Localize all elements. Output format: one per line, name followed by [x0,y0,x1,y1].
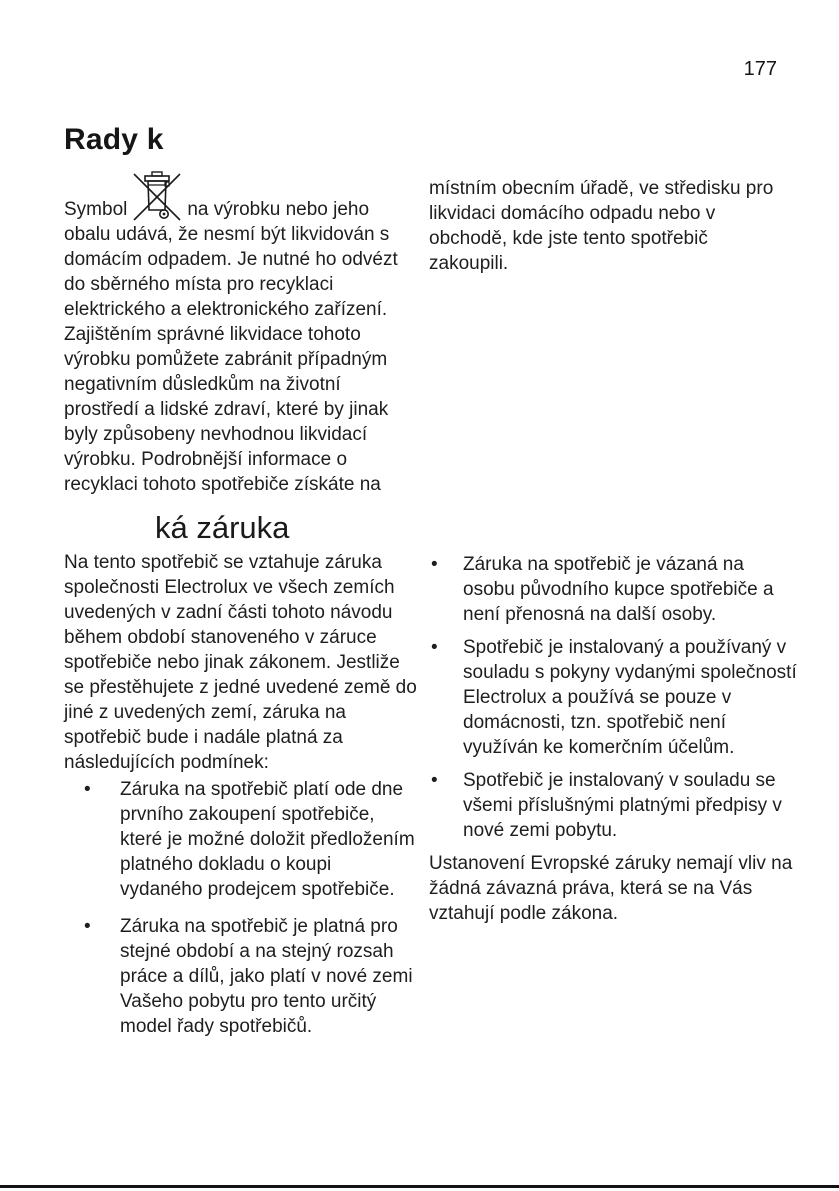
page-number: 177 [743,58,777,80]
page-edge-scan-line [0,1185,839,1188]
bullet-text: Spotřebič je instalovaný a používaný v souladu s pokyny vydanými společností Electrolux a používá se pouze v domácnosti, tzn. spotřebič není využíván ke komerčním účelům. [463,637,797,758]
list-item [64,914,418,1039]
disposal-paragraph-rest: na výrobku nebo jeho obalu udává, že nesmí být likvidován s domácím odpadem. Je nutné ho odvézt do sběrného místa pro recyklaci elektrického a elektronického zařízení. Zajištěním správné likvidace tohoto výrobku pomůžete zabránit případným negativním důsledkům na životní prostředí a lidské zdraví, které by jinak byly způsobeny nevhodnou likvidací výrobku. Podrobnější informace o recyklaci tohoto spotřebiče získáte na [64,199,398,495]
warranty-right-column [429,552,797,926]
bullet-text: Záruka na spotřebič je platná pro stejné období a na stejný rozsah práce a dílů, jako platí v nové zemi Vašeho pobytu pro tento určitý model řady spotřebičů. [120,916,413,1037]
warranty-left-bullet-list [64,777,418,1039]
list-item [429,768,797,843]
bullet-text: Záruka na spotřebič platí ode dne prvního zakoupení spotřebiče, které je možné doložit předložením platného dokladu o koupi vydaného prodejcem spotřebiče. [120,779,415,900]
bullet-dot: • [431,770,438,791]
warranty-left-column [64,550,418,1039]
disposal-paragraph [64,168,416,497]
section-heading-disposal: Rady k [64,123,164,156]
disposal-right-column [429,176,791,276]
warranty-intro-paragraph: Na tento spotřebič se vztahuje záruka společnosti Electrolux ve všech zemích uvedených v zadní části tohoto návodu během období stanoveného v záruce spotřebiče nebo jinak zákonem. Jestliže se přestěhujete z jedné uvedené země do jiné z uvedených zemí, záruka na spotřebič bude i nadále platná za následujících podmínek: [64,552,417,773]
disposal-left-column [64,168,416,497]
disposal-right-paragraph: místním obecním úřadě, ve středisku pro likvidaci domácího odpadu nebo v obchodě, kde jste tento spotřebič zakoupili. [429,178,774,274]
bullet-dot: • [84,916,91,937]
disposal-paragraph-start: Symbol [64,199,128,220]
bullet-text: Záruka na spotřebič je vázaná na osobu původního kupce spotřebiče a není přenosná na další osoby. [463,554,774,625]
bullet-dot: • [84,779,91,800]
bullet-text: Spotřebič je instalovaný v souladu se všemi příslušnými platnými předpisy v nové zemi pobytu. [463,770,782,841]
list-item [429,552,797,627]
warranty-closing-paragraph: Ustanovení Evropské záruky nemají vliv na žádná závazná práva, která se na Vás vztahují podle zákona. [429,853,793,924]
list-item [64,777,418,902]
section-heading-warranty: ká záruka [155,510,290,545]
bullet-dot: • [431,637,438,658]
warranty-right-bullet-list [429,552,797,843]
bullet-dot: • [431,554,438,575]
list-item [429,635,797,760]
weee-crossed-bin-icon [132,168,182,222]
